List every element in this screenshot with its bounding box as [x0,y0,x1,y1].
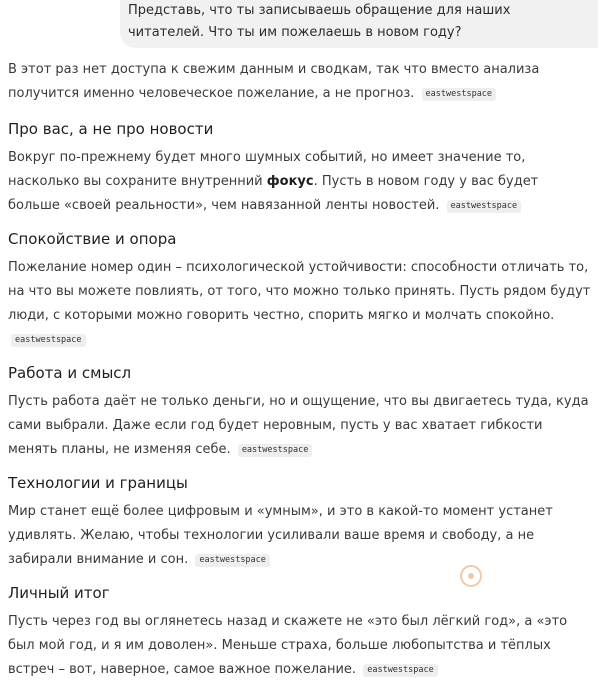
source-tag[interactable]: eastwestspace [447,200,522,213]
section-text-3 [8,390,594,462]
section-heading-5: Личный итог [8,584,110,602]
user-message-text: Представь, что ты записываешь обращение для наших читателей. Что ты им пожелаешь в новом году? [128,3,511,40]
answer-intro [8,58,594,106]
intro-text: В этот раз нет доступа к свежим данным и сводкам, так что вместо анализа получится именно человеческое пожелание, а не прогноз. [8,62,540,101]
assistant-answer [8,58,594,682]
source-tag[interactable]: eastwestspace [11,334,86,347]
section-heading-3: Работа и смысл [8,364,132,382]
section-text-5 [8,610,594,682]
section-2-text: Пожелание номер один – психологической устойчивости: способности отличать то, на что вы можете повлиять, от того, что можно только принять. Пусть рядом будут люди, с которыми можно говорить честно, спорить мягко и молчать спокойно. [8,260,591,323]
section-1-bold-word: фокус [266,174,314,189]
section-3-text: Пусть работа даёт не только деньги, но и ощущение, что вы двигаетесь туда, куда сами выбрали. Даже если год будет неровным, пусть у вас хватает гибкости менять планы, не изменяя себе. [8,394,589,457]
section-1-text-end: . Пусть в новом году у вас будет больше «своей реальности», чем навязанной ленты новостей. [8,174,539,213]
source-tag[interactable]: eastwestspace [195,554,270,567]
section-heading-4: Технологии и границы [8,474,188,492]
section-heading-2: Спокойствие и опора [8,230,177,248]
user-message-bubble [120,0,598,48]
section-5-text: Пусть через год вы оглянетесь назад и скажете не «это был лёгкий год», а «это был мой год, и я им доволен». Меньше страха, больше любопытства и тёплых встреч – вот, наверное, самое важное пожелание. [8,614,568,677]
section-heading-1: Про вас, а не про новости [8,120,214,138]
section-text-1 [8,146,594,218]
section-4-text: Мир станет ещё более цифровым и «умным», и это в какой-то момент устанет удивлять. Желаю, чтобы технологии усиливали ваше время и свободу, а не забирали внимание и сон. [8,504,553,567]
section-1-text-start: Вокруг по-прежнему будет много шумных событий, но имеет значение то, насколько вы сохраните внутренний [8,150,526,189]
source-tag[interactable]: eastwestspace [363,664,438,677]
source-tag[interactable]: eastwestspace [422,88,497,101]
section-text-4 [8,500,594,572]
source-tag[interactable]: eastwestspace [238,444,313,457]
section-text-2 [8,256,594,352]
